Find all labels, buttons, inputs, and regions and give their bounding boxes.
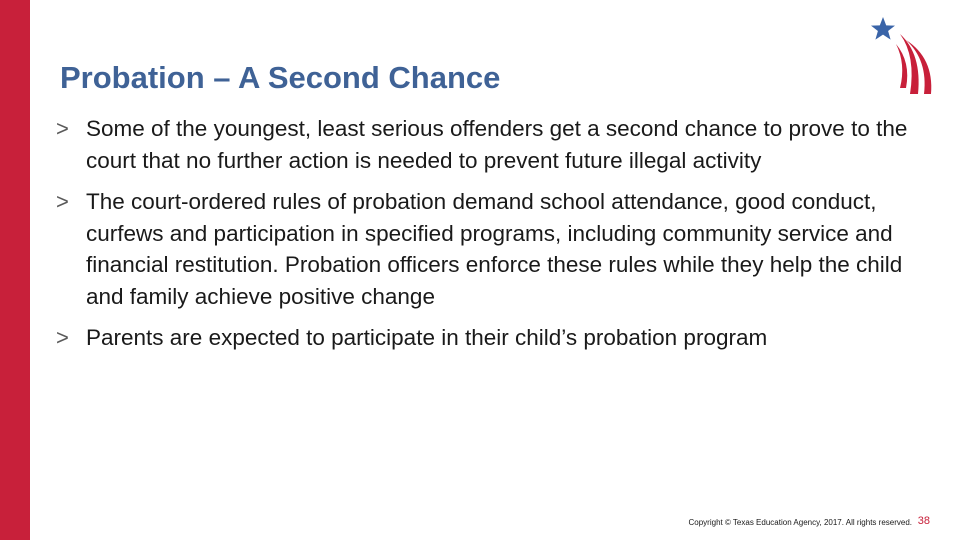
slide-title: Probation – A Second Chance xyxy=(60,60,501,95)
star-swoosh-logo-icon xyxy=(866,14,936,96)
swoosh-stripe-3 xyxy=(896,44,907,88)
bullet-list xyxy=(56,113,936,354)
bullet-item xyxy=(56,322,936,354)
star-icon xyxy=(871,17,895,40)
page-number: 38 xyxy=(917,515,930,527)
left-accent-bar xyxy=(0,0,30,540)
bullet-marker-icon: > xyxy=(56,325,69,350)
bullet-marker-icon: > xyxy=(56,116,69,141)
copyright-footer: Copyright © Texas Education Agency, 2017. All rights reserved. xyxy=(688,518,912,527)
bullet-text: Some of the youngest, least serious offenders get a second chance to prove to the court that no further action is needed to prevent future illegal activity xyxy=(86,116,908,173)
bullet-item xyxy=(56,113,936,176)
bullet-marker-icon: > xyxy=(56,189,69,214)
bullet-text: The court-ordered rules of probation demand school attendance, good conduct, curfews and participation in specified programs, including community service and financial restitution. Probation officers enforce these rules while they help the child and family achieve positive change xyxy=(86,189,903,309)
bullet-item xyxy=(56,186,936,312)
bullet-text: Parents are expected to participate in their child’s probation program xyxy=(86,325,768,350)
